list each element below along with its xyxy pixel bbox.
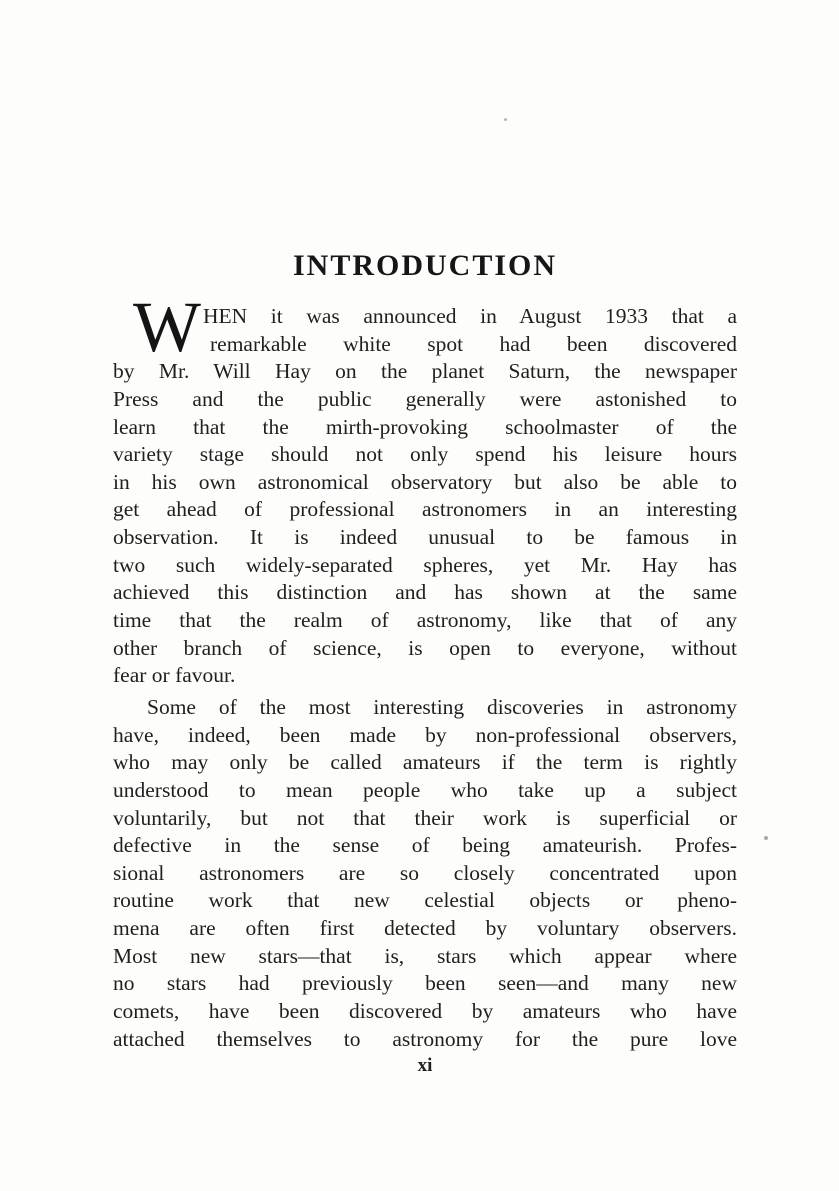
text-line: Press and the public generally were astonished to	[113, 386, 737, 411]
text-line: observation. It is indeed unusual to be famous in	[113, 525, 737, 550]
text-line: achieved this distinction and has shown at the same	[113, 580, 737, 605]
text-line: mena are often first detected by voluntary observers.	[113, 916, 737, 941]
text-line: HEN it was announced in August 1933 that a	[203, 304, 737, 328]
text-line: comets, have been discovered by amateurs who have	[113, 999, 737, 1024]
text-line: fear or favour.	[113, 663, 236, 688]
text-line: voluntarily, but not that their work is superficial or	[113, 805, 737, 830]
text-line: who may only be called amateurs if the term is rightly	[113, 750, 737, 775]
paragraph-2	[113, 694, 737, 1053]
text-line: two such widely-separated spheres, yet Mr. Hay has	[113, 552, 737, 577]
dropcap-letter: W	[133, 287, 201, 367]
text-line: Some of the most interesting discoveries in astronomy	[147, 694, 737, 719]
text-line: variety stage should not only spend his leisure hours	[113, 442, 737, 467]
page-number: xi	[417, 1055, 433, 1076]
text-line: remarkable white spot had been discovered	[210, 331, 737, 356]
paragraph-1	[113, 287, 737, 690]
text-line: other branch of science, is open to everyone, without	[113, 635, 737, 660]
text-line: routine work that new celestial objects or pheno-	[113, 888, 737, 913]
text-line: by Mr. Will Hay on the planet Saturn, the newspaper	[113, 359, 737, 384]
text-line: have, indeed, been made by non-professional observers,	[113, 722, 737, 747]
page-title: INTRODUCTION	[292, 249, 558, 282]
body-text	[113, 287, 737, 1053]
text-line: sional astronomers are so closely concentrated upon	[113, 860, 737, 885]
text-line: defective in the sense of being amateurish. Profes-	[113, 833, 737, 858]
text-line: understood to mean people who take up a subject	[113, 777, 737, 802]
scan-speck	[764, 836, 768, 840]
scan-speck	[504, 118, 507, 121]
text-line: time that the realm of astronomy, like that of any	[113, 608, 737, 633]
text-line: attached themselves to astronomy for the pure love	[113, 1026, 737, 1051]
text-line: get ahead of professional astronomers in an interesting	[113, 497, 737, 522]
text-line: Most new stars—that is, stars which appear where	[113, 943, 737, 968]
text-line: no stars had previously been seen—and many new	[113, 971, 737, 996]
text-line: learn that the mirth-provoking schoolmaster of the	[113, 414, 737, 439]
text-line: in his own astronomical observatory but also be able to	[113, 469, 737, 494]
